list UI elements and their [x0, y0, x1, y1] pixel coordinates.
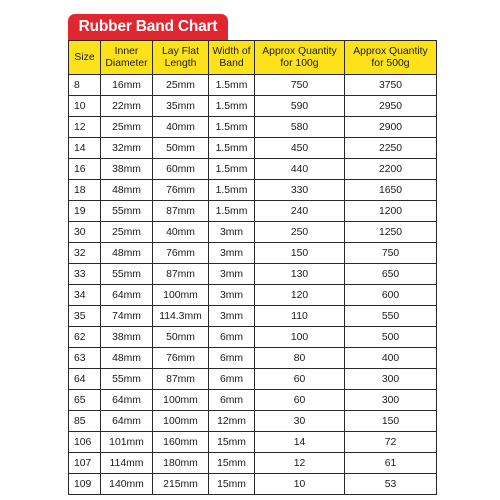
- cell-width-of-band: 6mm: [209, 327, 255, 348]
- cell-size: 109: [69, 474, 101, 495]
- cell-qty-100g: 450: [255, 138, 345, 159]
- cell-qty-500g: 750: [345, 243, 437, 264]
- cell-inner-diameter: 25mm: [101, 222, 153, 243]
- cell-inner-diameter: 48mm: [101, 180, 153, 201]
- cell-inner-diameter: 55mm: [101, 369, 153, 390]
- cell-qty-100g: 12: [255, 453, 345, 474]
- cell-qty-500g: 550: [345, 306, 437, 327]
- cell-qty-100g: 100: [255, 327, 345, 348]
- table-row: [69, 96, 437, 117]
- cell-qty-100g: 130: [255, 264, 345, 285]
- table-row: [69, 243, 437, 264]
- cell-lay-flat-length: 50mm: [153, 138, 209, 159]
- table-row: [69, 285, 437, 306]
- cell-width-of-band: 3mm: [209, 222, 255, 243]
- column-header-line: for 500g: [371, 57, 410, 69]
- cell-qty-500g: 300: [345, 369, 437, 390]
- cell-size: 18: [69, 180, 101, 201]
- cell-lay-flat-length: 76mm: [153, 243, 209, 264]
- table-row: [69, 75, 437, 96]
- cell-size: 107: [69, 453, 101, 474]
- table-row: [69, 411, 437, 432]
- cell-lay-flat-length: 180mm: [153, 453, 209, 474]
- table-row: [69, 117, 437, 138]
- cell-width-of-band: 1.5mm: [209, 180, 255, 201]
- cell-inner-diameter: 38mm: [101, 327, 153, 348]
- rubber-band-table: [68, 40, 437, 495]
- cell-size: 16: [69, 159, 101, 180]
- cell-qty-500g: 1650: [345, 180, 437, 201]
- cell-inner-diameter: 22mm: [101, 96, 153, 117]
- cell-lay-flat-length: 100mm: [153, 411, 209, 432]
- cell-qty-500g: 150: [345, 411, 437, 432]
- table-row: [69, 369, 437, 390]
- cell-size: 30: [69, 222, 101, 243]
- cell-qty-500g: 61: [345, 453, 437, 474]
- cell-size: 14: [69, 138, 101, 159]
- cell-lay-flat-length: 25mm: [153, 75, 209, 96]
- column-header-inner-diameter: [101, 41, 153, 75]
- cell-qty-500g: 650: [345, 264, 437, 285]
- cell-width-of-band: 3mm: [209, 306, 255, 327]
- cell-qty-100g: 10: [255, 474, 345, 495]
- column-header-line: Width of: [212, 45, 251, 57]
- cell-qty-500g: 300: [345, 390, 437, 411]
- cell-lay-flat-length: 87mm: [153, 264, 209, 285]
- column-header-line: Length: [164, 57, 197, 69]
- header-row: [69, 41, 437, 75]
- column-header-line: Diameter: [105, 57, 148, 69]
- cell-inner-diameter: 140mm: [101, 474, 153, 495]
- column-header-line: Approx Quantity: [353, 45, 428, 57]
- table-row: [69, 180, 437, 201]
- cell-inner-diameter: 48mm: [101, 243, 153, 264]
- cell-inner-diameter: 55mm: [101, 264, 153, 285]
- cell-width-of-band: 3mm: [209, 285, 255, 306]
- cell-inner-diameter: 48mm: [101, 348, 153, 369]
- column-header-line: Approx Quantity: [262, 45, 337, 57]
- cell-qty-100g: 240: [255, 201, 345, 222]
- cell-inner-diameter: 38mm: [101, 159, 153, 180]
- cell-qty-100g: 250: [255, 222, 345, 243]
- column-header-line: Size: [74, 51, 95, 63]
- table-row: [69, 474, 437, 495]
- table-row: [69, 138, 437, 159]
- cell-width-of-band: 1.5mm: [209, 75, 255, 96]
- table-body: [69, 75, 437, 495]
- cell-inner-diameter: 55mm: [101, 201, 153, 222]
- cell-qty-500g: 3750: [345, 75, 437, 96]
- cell-qty-500g: 600: [345, 285, 437, 306]
- cell-size: 63: [69, 348, 101, 369]
- cell-inner-diameter: 32mm: [101, 138, 153, 159]
- cell-qty-500g: 72: [345, 432, 437, 453]
- cell-qty-500g: 2950: [345, 96, 437, 117]
- cell-lay-flat-length: 76mm: [153, 348, 209, 369]
- cell-size: 64: [69, 369, 101, 390]
- cell-lay-flat-length: 50mm: [153, 327, 209, 348]
- table-row: [69, 453, 437, 474]
- table-row: [69, 348, 437, 369]
- cell-lay-flat-length: 100mm: [153, 285, 209, 306]
- cell-qty-500g: 500: [345, 327, 437, 348]
- cell-inner-diameter: 64mm: [101, 411, 153, 432]
- cell-lay-flat-length: 114.3mm: [153, 306, 209, 327]
- cell-size: 32: [69, 243, 101, 264]
- cell-size: 85: [69, 411, 101, 432]
- cell-width-of-band: 15mm: [209, 453, 255, 474]
- table-row: [69, 306, 437, 327]
- cell-width-of-band: 6mm: [209, 390, 255, 411]
- cell-inner-diameter: 25mm: [101, 117, 153, 138]
- cell-width-of-band: 3mm: [209, 243, 255, 264]
- cell-qty-100g: 590: [255, 96, 345, 117]
- cell-lay-flat-length: 60mm: [153, 159, 209, 180]
- cell-size: 19: [69, 201, 101, 222]
- cell-size: 10: [69, 96, 101, 117]
- table-row: [69, 264, 437, 285]
- cell-qty-100g: 80: [255, 348, 345, 369]
- cell-width-of-band: 15mm: [209, 474, 255, 495]
- cell-qty-100g: 440: [255, 159, 345, 180]
- table-row: [69, 222, 437, 243]
- cell-width-of-band: 1.5mm: [209, 117, 255, 138]
- cell-qty-100g: 60: [255, 390, 345, 411]
- column-header-size: [69, 41, 101, 75]
- table-row: [69, 201, 437, 222]
- cell-lay-flat-length: 100mm: [153, 390, 209, 411]
- column-header-qty-100g: [255, 41, 345, 75]
- cell-qty-500g: 2250: [345, 138, 437, 159]
- cell-qty-100g: 580: [255, 117, 345, 138]
- cell-lay-flat-length: 76mm: [153, 180, 209, 201]
- cell-width-of-band: 12mm: [209, 411, 255, 432]
- cell-width-of-band: 1.5mm: [209, 138, 255, 159]
- cell-lay-flat-length: 35mm: [153, 96, 209, 117]
- chart-title: Rubber Band Chart: [68, 14, 228, 40]
- cell-size: 12: [69, 117, 101, 138]
- cell-width-of-band: 1.5mm: [209, 96, 255, 117]
- cell-qty-500g: 400: [345, 348, 437, 369]
- cell-size: 8: [69, 75, 101, 96]
- column-header-line: Band: [219, 57, 244, 69]
- cell-qty-500g: 2900: [345, 117, 437, 138]
- column-header-width-of-band: [209, 41, 255, 75]
- cell-qty-500g: 1200: [345, 201, 437, 222]
- cell-size: 106: [69, 432, 101, 453]
- cell-inner-diameter: 64mm: [101, 285, 153, 306]
- column-header-lay-flat-length: [153, 41, 209, 75]
- cell-qty-500g: 53: [345, 474, 437, 495]
- cell-width-of-band: 6mm: [209, 369, 255, 390]
- cell-qty-500g: 2200: [345, 159, 437, 180]
- cell-inner-diameter: 74mm: [101, 306, 153, 327]
- cell-width-of-band: 1.5mm: [209, 201, 255, 222]
- column-header-line: Lay Flat: [162, 45, 199, 57]
- cell-qty-100g: 14: [255, 432, 345, 453]
- cell-inner-diameter: 101mm: [101, 432, 153, 453]
- column-header-line: Inner: [114, 45, 139, 57]
- cell-inner-diameter: 64mm: [101, 390, 153, 411]
- cell-qty-100g: 330: [255, 180, 345, 201]
- cell-size: 33: [69, 264, 101, 285]
- cell-lay-flat-length: 215mm: [153, 474, 209, 495]
- cell-size: 35: [69, 306, 101, 327]
- cell-size: 34: [69, 285, 101, 306]
- table-row: [69, 432, 437, 453]
- cell-qty-500g: 1250: [345, 222, 437, 243]
- cell-inner-diameter: 16mm: [101, 75, 153, 96]
- cell-lay-flat-length: 40mm: [153, 222, 209, 243]
- cell-qty-100g: 110: [255, 306, 345, 327]
- cell-width-of-band: 1.5mm: [209, 159, 255, 180]
- cell-lay-flat-length: 87mm: [153, 369, 209, 390]
- column-header-qty-500g: [345, 41, 437, 75]
- cell-width-of-band: 3mm: [209, 264, 255, 285]
- cell-width-of-band: 6mm: [209, 348, 255, 369]
- cell-qty-100g: 750: [255, 75, 345, 96]
- table-row: [69, 327, 437, 348]
- cell-qty-100g: 30: [255, 411, 345, 432]
- cell-inner-diameter: 114mm: [101, 453, 153, 474]
- cell-qty-100g: 150: [255, 243, 345, 264]
- cell-size: 65: [69, 390, 101, 411]
- table-row: [69, 390, 437, 411]
- cell-qty-100g: 60: [255, 369, 345, 390]
- cell-lay-flat-length: 160mm: [153, 432, 209, 453]
- cell-lay-flat-length: 87mm: [153, 201, 209, 222]
- cell-lay-flat-length: 40mm: [153, 117, 209, 138]
- cell-qty-100g: 120: [255, 285, 345, 306]
- cell-width-of-band: 15mm: [209, 432, 255, 453]
- table-row: [69, 159, 437, 180]
- column-header-line: for 100g: [280, 57, 319, 69]
- cell-size: 62: [69, 327, 101, 348]
